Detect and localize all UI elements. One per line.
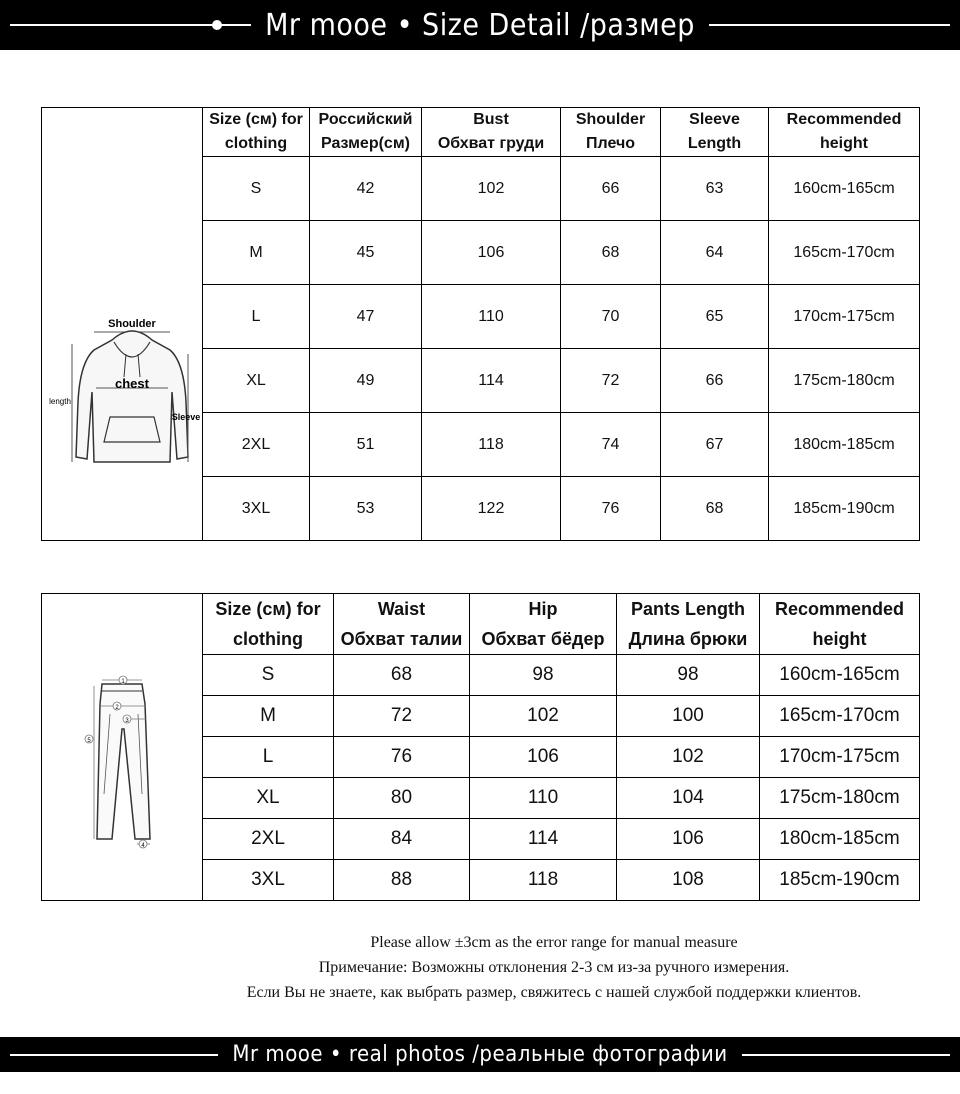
table-cell: 84 bbox=[334, 819, 470, 860]
table-cell: 66 bbox=[661, 349, 769, 413]
hoodie-measure-icon bbox=[42, 172, 202, 472]
table-cell: 106 bbox=[617, 819, 760, 860]
col-header-pants-length: Pants Length Длина брюки bbox=[617, 594, 760, 655]
table-cell: 180cm-185cm bbox=[760, 819, 920, 860]
table-cell: 63 bbox=[661, 157, 769, 221]
footer-title: Mr mooe • real photos /реальные фотографии bbox=[218, 1042, 741, 1067]
table-cell: 76 bbox=[334, 737, 470, 778]
pants-illustration-cell bbox=[42, 594, 203, 901]
table-cell: 72 bbox=[561, 349, 661, 413]
table-cell: 80 bbox=[334, 778, 470, 819]
table-cell: 175cm-180cm bbox=[760, 778, 920, 819]
table-cell: 49 bbox=[310, 349, 422, 413]
col-header-sleeve: Sleeve Length bbox=[661, 108, 769, 157]
top-banner bbox=[0, 0, 960, 50]
col-header-height: Recommended height bbox=[760, 594, 920, 655]
col-header-hip: Hip Обхват бёдер bbox=[470, 594, 617, 655]
sleeve-label: Sleeve bbox=[171, 411, 201, 422]
pants-measure-icon bbox=[42, 594, 202, 894]
table-cell: 64 bbox=[661, 221, 769, 285]
col-header-ru-size: Российский Размер(см) bbox=[310, 108, 422, 157]
note-ru-support: Если Вы не знаете, как выбрать размер, свяжитесь с нашей службой поддержки клиентов. bbox=[246, 984, 862, 1001]
table-cell: 170cm-175cm bbox=[760, 737, 920, 778]
table-cell: 42 bbox=[310, 157, 422, 221]
table-cell: 118 bbox=[470, 860, 617, 901]
table-cell: 185cm-190cm bbox=[769, 477, 920, 541]
table-cell: 98 bbox=[617, 655, 760, 696]
col-header-waist: Waist Обхват талии bbox=[334, 594, 470, 655]
size-cell: M bbox=[203, 696, 334, 737]
table-cell: 98 bbox=[470, 655, 617, 696]
col-header-shoulder: Shoulder Плечо bbox=[561, 108, 661, 157]
table-header-row bbox=[42, 108, 920, 157]
table-cell: 104 bbox=[617, 778, 760, 819]
pants-size-table bbox=[41, 593, 920, 901]
size-cell: S bbox=[203, 157, 310, 221]
table-cell: 76 bbox=[561, 477, 661, 541]
chest-label: chest bbox=[115, 375, 149, 391]
table-cell: 110 bbox=[470, 778, 617, 819]
table-cell: 118 bbox=[422, 413, 561, 477]
table-cell: 68 bbox=[334, 655, 470, 696]
measurement-notes bbox=[0, 930, 960, 1005]
table-header-row bbox=[42, 594, 920, 655]
table-cell: 170cm-175cm bbox=[769, 285, 920, 349]
table-cell: 88 bbox=[334, 860, 470, 901]
table-cell: 175cm-180cm bbox=[769, 349, 920, 413]
table-cell: 68 bbox=[561, 221, 661, 285]
table-cell: 102 bbox=[617, 737, 760, 778]
table-cell: 67 bbox=[661, 413, 769, 477]
size-cell: XL bbox=[203, 778, 334, 819]
shoulder-label: Shoulder bbox=[108, 317, 156, 330]
size-cell: 3XL bbox=[203, 477, 310, 541]
table-cell: 70 bbox=[561, 285, 661, 349]
size-cell: L bbox=[203, 285, 310, 349]
table-cell: 45 bbox=[310, 221, 422, 285]
size-cell: XL bbox=[203, 349, 310, 413]
table-cell: 185cm-190cm bbox=[760, 860, 920, 901]
size-cell: S bbox=[203, 655, 334, 696]
table-cell: 110 bbox=[422, 285, 561, 349]
table-cell: 114 bbox=[470, 819, 617, 860]
col-header-size: Size (см) for clothing bbox=[203, 108, 310, 157]
table-cell: 53 bbox=[310, 477, 422, 541]
page-title: Mr mooe • Size Detail /размер bbox=[251, 8, 709, 43]
table-cell: 114 bbox=[422, 349, 561, 413]
tops-size-table bbox=[41, 107, 920, 541]
size-cell: 2XL bbox=[203, 819, 334, 860]
table-cell: 47 bbox=[310, 285, 422, 349]
table-cell: 108 bbox=[617, 860, 760, 901]
measure-5-label: 5 bbox=[87, 738, 91, 744]
table-cell: 66 bbox=[561, 157, 661, 221]
table-cell: 180cm-185cm bbox=[769, 413, 920, 477]
col-header-height: Recommended height bbox=[769, 108, 920, 157]
table-cell: 100 bbox=[617, 696, 760, 737]
bottom-banner bbox=[0, 1037, 960, 1072]
table-cell: 160cm-165cm bbox=[760, 655, 920, 696]
table-cell: 165cm-170cm bbox=[760, 696, 920, 737]
length-label: length bbox=[49, 396, 71, 406]
measure-2-label: 2 bbox=[115, 705, 119, 711]
note-ru-deviation: Примечание: Возможны отклонения 2-3 см из-за ручного измерения. bbox=[318, 959, 790, 976]
col-header-bust: Bust Обхват груди bbox=[422, 108, 561, 157]
table-cell: 106 bbox=[470, 737, 617, 778]
table-cell: 74 bbox=[561, 413, 661, 477]
table-cell: 65 bbox=[661, 285, 769, 349]
size-cell: 2XL bbox=[203, 413, 310, 477]
banner-dot-left bbox=[212, 20, 222, 30]
measure-4-label: 4 bbox=[141, 843, 145, 849]
size-cell: M bbox=[203, 221, 310, 285]
col-header-size: Size (см) for clothing bbox=[203, 594, 334, 655]
table-cell: 160cm-165cm bbox=[769, 157, 920, 221]
table-cell: 106 bbox=[422, 221, 561, 285]
table-cell: 72 bbox=[334, 696, 470, 737]
table-cell: 165cm-170cm bbox=[769, 221, 920, 285]
note-error-range: Please allow ±3cm as the error range for manual measure bbox=[370, 934, 738, 951]
size-cell: 3XL bbox=[203, 860, 334, 901]
size-cell: L bbox=[203, 737, 334, 778]
table-cell: 122 bbox=[422, 477, 561, 541]
table-cell: 68 bbox=[661, 477, 769, 541]
hoodie-illustration-cell bbox=[42, 108, 203, 541]
table-cell: 102 bbox=[470, 696, 617, 737]
measure-1-label: 1 bbox=[121, 679, 125, 685]
measure-3-label: 3 bbox=[125, 718, 129, 724]
table-cell: 102 bbox=[422, 157, 561, 221]
table-cell: 51 bbox=[310, 413, 422, 477]
